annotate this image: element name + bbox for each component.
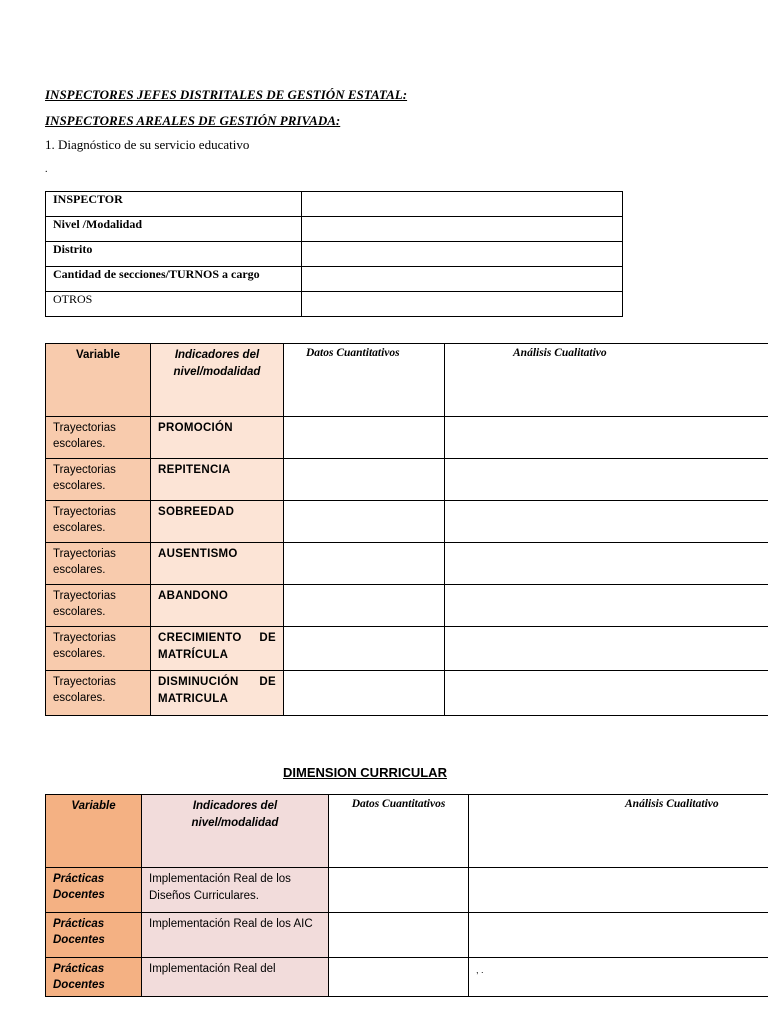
cell-variable: Trayectorias escolares. [46,417,151,459]
cell-analisis[interactable] [445,627,768,671]
table-row [46,671,768,716]
inspector-info-table [45,191,623,317]
table-row [46,459,768,501]
cell-datos[interactable] [284,585,445,627]
info-row [46,292,623,317]
table-row [46,417,768,459]
cell-variable: Trayectorias escolares. [46,459,151,501]
cell-analisis[interactable] [445,671,768,716]
table-row [46,913,768,958]
table-row [46,627,768,671]
info-label: Distrito [46,242,302,267]
cell-indicador: Implementación Real de los Diseños Curriculares. [142,868,329,913]
cell-datos[interactable] [284,459,445,501]
table-header-row [46,344,768,417]
practicas-table [45,794,768,997]
cell-datos[interactable] [284,543,445,585]
header-indicadores: Indicadores del nivel/modalidad [142,795,329,868]
cell-indicador: DISMINUCIÓN DE MATRICULA [151,671,284,716]
cell-indicador: ABANDONO [151,585,284,627]
cell-datos[interactable] [284,627,445,671]
cell-indicador: SOBREEDAD [151,501,284,543]
table-row [46,868,768,913]
cell-variable: Trayectorias escolares. [46,543,151,585]
cell-analisis[interactable] [445,543,768,585]
cell-variable: Trayectorias escolares. [46,501,151,543]
cell-indicador: PROMOCIÓN [151,417,284,459]
trayectorias-table [45,343,768,716]
section-title-dimension-curricular: DIMENSION CURRICULAR [283,765,447,780]
cell-analisis[interactable] [469,868,768,913]
heading-jefes-distritales: INSPECTORES JEFES DISTRITALES DE GESTIÓN ESTATAL: [45,87,408,102]
info-row [46,267,623,292]
table-row [46,543,768,585]
info-row [46,242,623,267]
info-label: Cantidad de secciones/TURNOS a cargo [46,267,302,292]
info-value[interactable] [302,292,623,317]
cell-variable: Trayectorias escolares. [46,671,151,716]
cell-analisis[interactable] [445,585,768,627]
info-value[interactable] [302,242,623,267]
header-analisis: Análisis Cualitativo [469,795,768,868]
cell-variable: Trayectorias escolares. [46,585,151,627]
header-datos: Datos Cuantitativos [284,344,445,417]
header-variable: Variable [46,344,151,417]
info-value[interactable] [302,192,623,217]
info-label: INSPECTOR [46,192,302,217]
cell-indicador: Implementación Real del [142,958,329,997]
cell-indicador: REPITENCIA [151,459,284,501]
cell-datos[interactable] [329,913,469,958]
info-value[interactable] [302,267,623,292]
cell-indicador: AUSENTISMO [151,543,284,585]
cell-variable: Prácticas Docentes [46,958,142,997]
cell-datos[interactable] [284,417,445,459]
cell-analisis[interactable] [445,459,768,501]
header-datos: Datos Cuantitativos [329,795,469,868]
cell-datos[interactable] [329,868,469,913]
cell-variable: Prácticas Docentes [46,868,142,913]
info-label: Nivel /Modalidad [46,217,302,242]
table-row [46,958,768,997]
cell-datos[interactable] [284,671,445,716]
table-header-row [46,795,768,868]
cell-variable: Prácticas Docentes [46,913,142,958]
info-row [46,192,623,217]
header-variable: Variable [46,795,142,868]
item-diagnostico: 1. Diagnóstico de su servicio educativo [45,137,250,152]
header-analisis: Análisis Cualitativo [445,344,768,417]
info-value[interactable] [302,217,623,242]
cell-datos[interactable] [329,958,469,997]
cell-variable: Trayectorias escolares. [46,627,151,671]
cell-indicador: Implementación Real de los AIC [142,913,329,958]
stray-dot: . [45,164,48,175]
cell-indicador: CRECIMIENTO DE MATRÍCULA [151,627,284,671]
cell-analisis[interactable] [469,913,768,958]
info-label: OTROS [46,292,302,317]
table-row [46,501,768,543]
info-row [46,217,623,242]
cell-analisis[interactable] [445,417,768,459]
table-row [46,585,768,627]
cell-analisis[interactable]: , . [469,958,768,997]
cell-datos[interactable] [284,501,445,543]
heading-areales: INSPECTORES AREALES DE GESTIÓN PRIVADA: [45,113,341,128]
cell-analisis[interactable] [445,501,768,543]
header-indicadores: Indicadores del nivel/modalidad [151,344,284,417]
